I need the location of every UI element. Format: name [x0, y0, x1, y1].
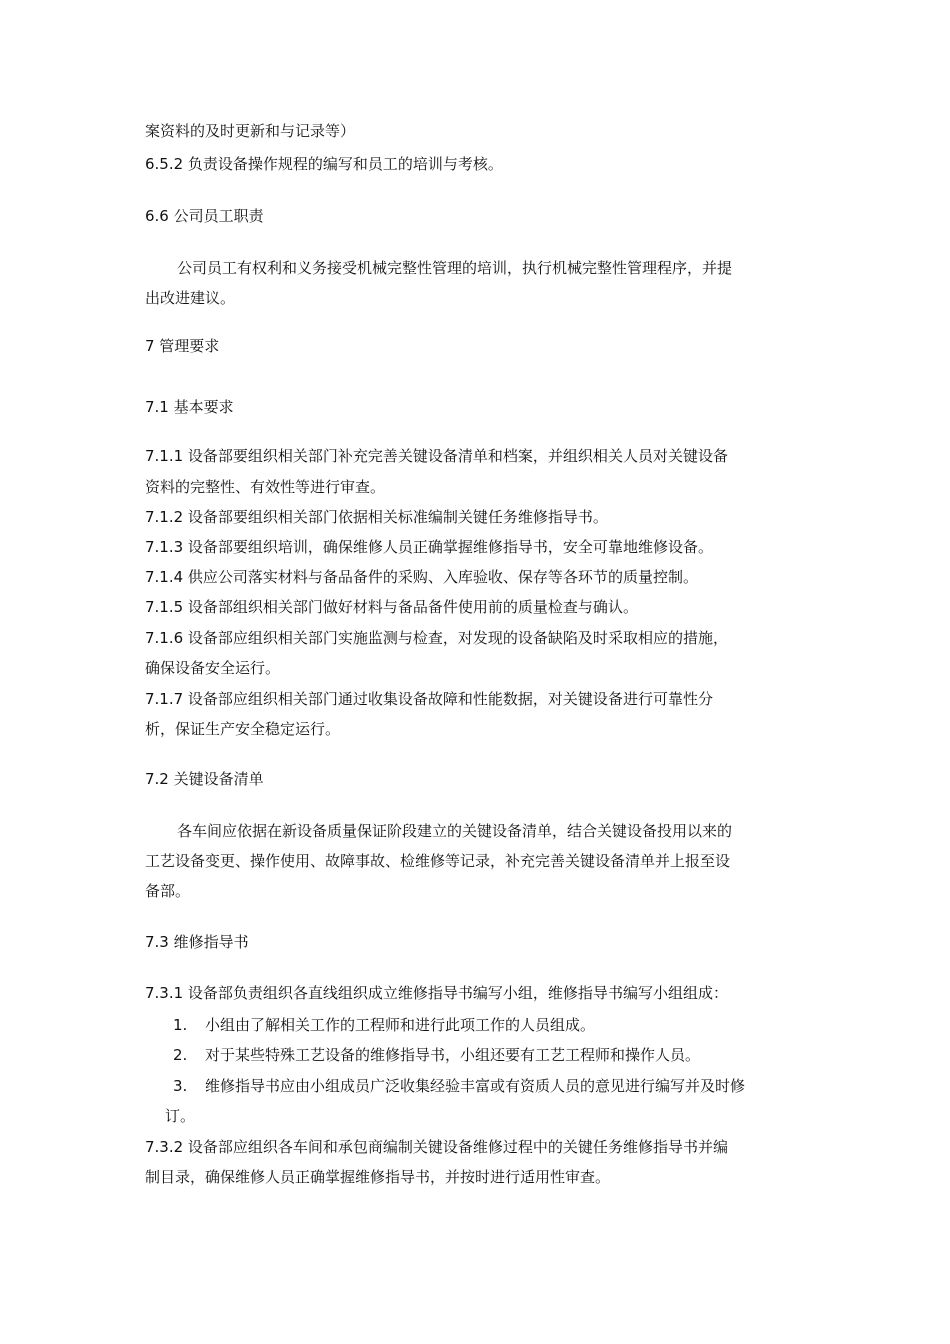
clause-7-1-5: 7.1.5 设备部组织相关部门做好材料与备品备件使用前的质量检查与确认。	[145, 598, 638, 616]
list-number: 1.	[173, 1016, 188, 1034]
list-item-text: 对于某些特殊工艺设备的维修指导书，小组还要有工艺工程师和操作人员。	[205, 1046, 701, 1064]
clause-7-3-1: 7.3.1 设备部负责组织各直线组织成立维修指导书编写小组，维修指导书编写小组组成：	[145, 984, 728, 1002]
clause-7-3-2: 7.3.2 设备部应组织各车间和承包商编制关键设备维修过程中的关键任务维修指导书并编	[145, 1138, 728, 1156]
paragraph-line: 确保设备安全运行。	[145, 659, 281, 677]
paragraph-line: 案资料的及时更新和与记录等）	[145, 122, 356, 140]
clause-7-1-7: 7.1.7 设备部应组织相关部门通过收集设备故障和性能数据，对关键设备进行可靠性分	[145, 690, 713, 708]
list-item	[173, 1076, 745, 1096]
paragraph-line: 制目录，确保维修人员正确掌握维修指导书，并按时进行适用性审查。	[145, 1168, 611, 1186]
heading-7: 7 管理要求	[145, 337, 220, 355]
heading-7-1: 7.1 基本要求	[145, 398, 234, 416]
paragraph-line: 析，保证生产安全稳定运行。	[145, 720, 341, 738]
paragraph-line: 资料的完整性、有效性等进行审查。	[145, 478, 386, 496]
list-number: 3.	[173, 1077, 188, 1095]
paragraph-line: 工艺设备变更、操作使用、故障事故、检维修等记录，补充完善关键设备清单并上报至设	[145, 852, 731, 870]
heading-6-6: 6.6 公司员工职责	[145, 207, 264, 225]
clause-6-5-2: 6.5.2 负责设备操作规程的编写和员工的培训与考核。	[145, 155, 503, 173]
list-item-text: 小组由了解相关工作的工程师和进行此项工作的人员组成。	[205, 1016, 596, 1034]
list-item-continuation: 订。	[165, 1107, 196, 1125]
list-item	[173, 1015, 595, 1035]
clause-7-1-3: 7.1.3 设备部要组织培训，确保维修人员正确掌握维修指导书，安全可靠地维修设备。	[145, 538, 713, 556]
clause-7-1-2: 7.1.2 设备部要组织相关部门依据相关标准编制关键任务维修指导书。	[145, 508, 608, 526]
clause-7-1-1: 7.1.1 设备部要组织相关部门补充完善关键设备清单和档案，并组织相关人员对关键设备	[145, 447, 728, 465]
heading-7-2: 7.2 关键设备清单	[145, 770, 264, 788]
paragraph-line: 各车间应依据在新设备质量保证阶段建立的关键设备清单，结合关键设备投用以来的	[177, 822, 733, 840]
list-item	[173, 1045, 700, 1065]
list-number: 2.	[173, 1046, 188, 1064]
clause-7-1-6: 7.1.6 设备部应组织相关部门实施监测与检查，对发现的设备缺陷及时采取相应的措施，	[145, 629, 728, 647]
paragraph-line: 公司员工有权利和义务接受机械完整性管理的培训，执行机械完整性管理程序，并提	[177, 259, 733, 277]
paragraph-line: 出改进建议。	[145, 289, 236, 307]
heading-7-3: 7.3 维修指导书	[145, 933, 249, 951]
paragraph-line: 备部。	[145, 882, 191, 900]
list-item-text: 维修指导书应由小组成员广泛收集经验丰富或有资质人员的意见进行编写并及时修	[205, 1077, 746, 1095]
clause-7-1-4: 7.1.4 供应公司落实材料与备品备件的采购、入库验收、保存等各环节的质量控制。	[145, 568, 698, 586]
